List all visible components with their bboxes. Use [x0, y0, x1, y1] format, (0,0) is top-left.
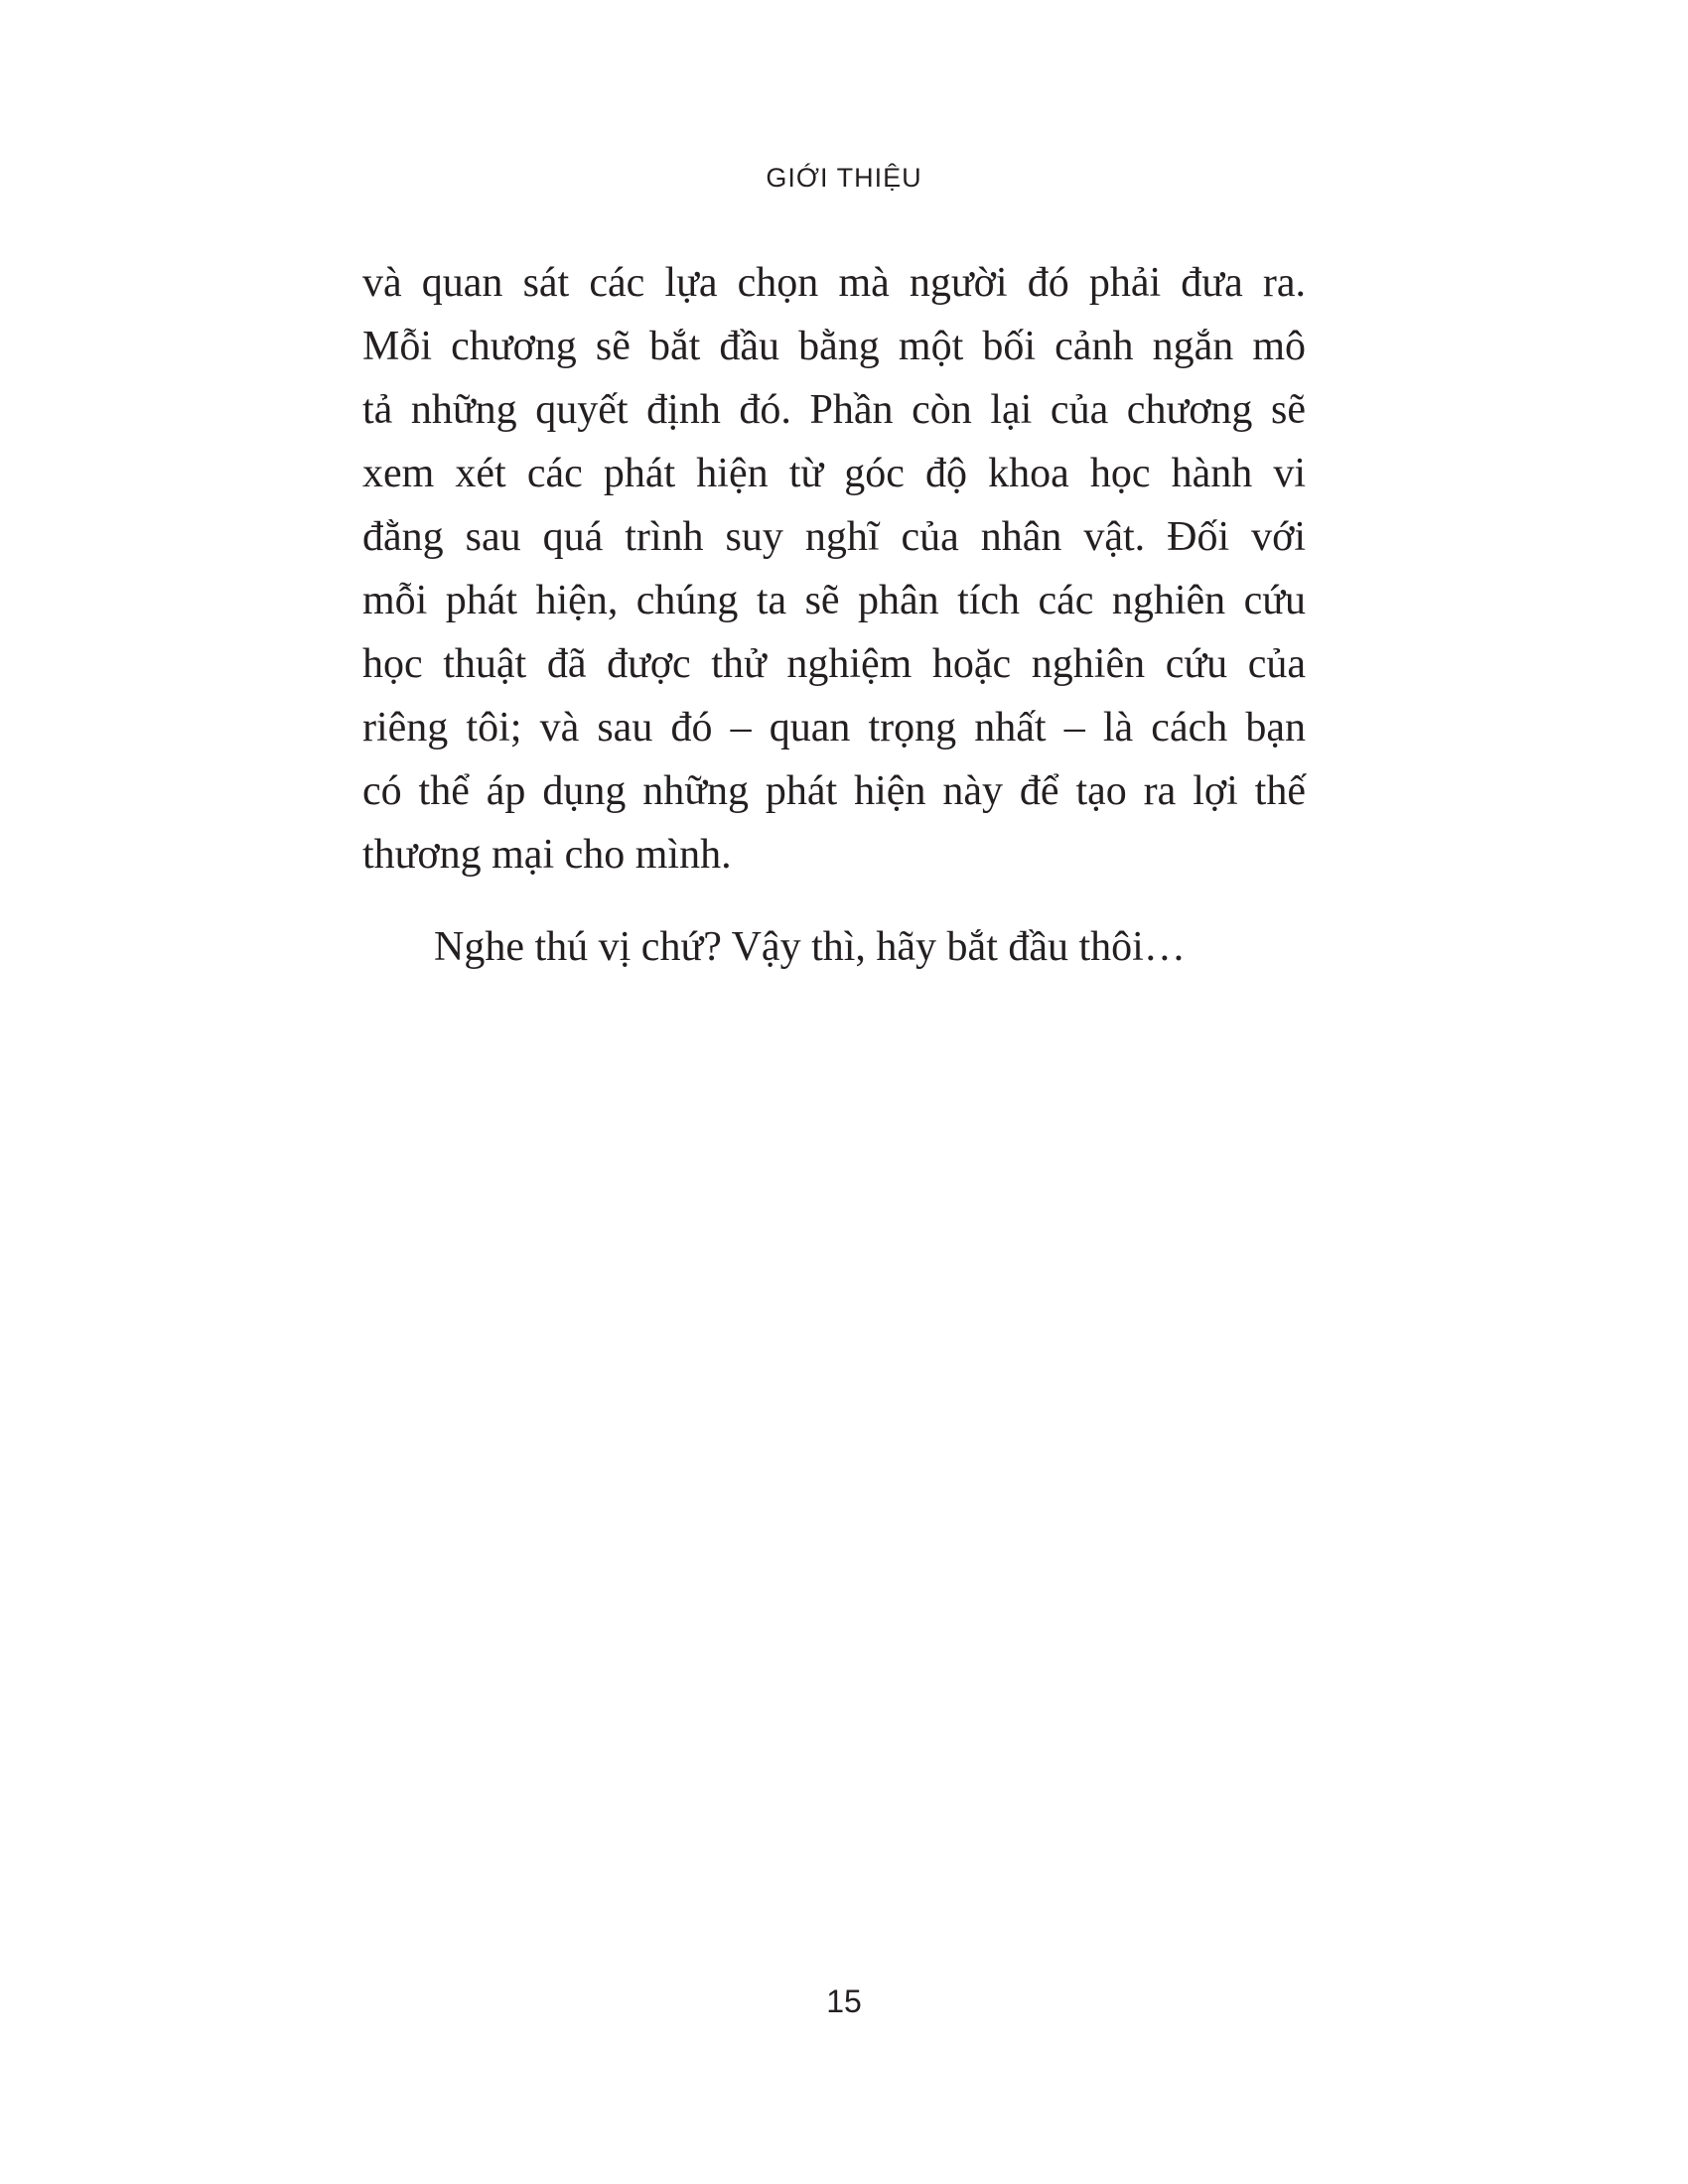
body-paragraph-2: Nghe thú vị chứ? Vậy thì, hãy bắt đầu thôi…: [434, 924, 1186, 970]
text-line: đằng sau quá trình suy nghĩ của nhân vật. Đối với: [362, 514, 1306, 560]
body-paragraph-1: [362, 251, 1306, 887]
text-line: và quan sát các lựa chọn mà người đó phải đưa ra.: [362, 260, 1306, 306]
text-line: tả những quyết định đó. Phần còn lại của chương sẽ: [362, 387, 1306, 433]
text-line: xem xét các phát hiện từ góc độ khoa học hành vi: [362, 451, 1306, 496]
text-line: Mỗi chương sẽ bắt đầu bằng một bối cảnh ngắn mô: [362, 324, 1306, 369]
text-line: học thuật đã được thử nghiệm hoặc nghiên cứu của: [362, 641, 1306, 687]
text-line: có thể áp dụng những phát hiện này để tạo ra lợi thế: [362, 768, 1306, 814]
page-number: 15: [826, 1983, 862, 2019]
running-header: GIỚI THIỆU: [766, 163, 922, 193]
text-line: riêng tôi; và sau đó – quan trọng nhất – là cách bạn: [362, 705, 1306, 751]
text-line: thương mại cho mình.: [362, 832, 732, 878]
text-line: mỗi phát hiện, chúng ta sẽ phân tích các nghiên cứu: [362, 578, 1306, 623]
